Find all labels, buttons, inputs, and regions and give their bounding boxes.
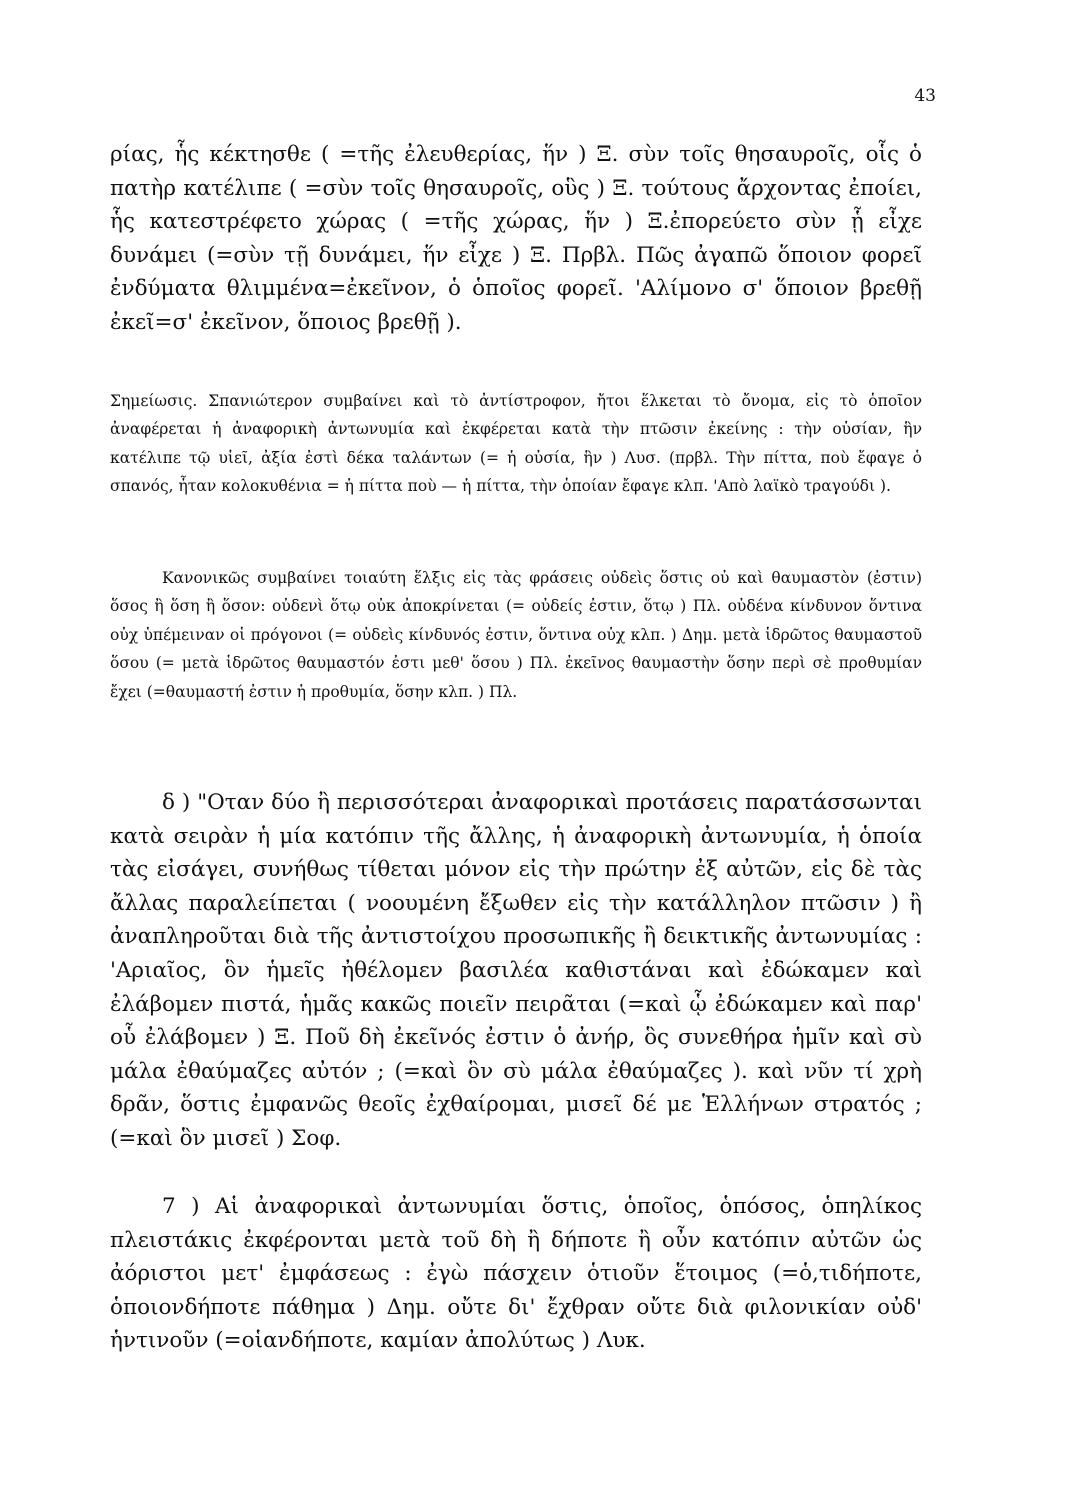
paragraph-note-inverse-attraction [110, 387, 922, 501]
paragraph-text: Κανονικῶς συμβαίνει τοιαύτη ἕλξις εἰς τὰς φράσεις οὐδεὶς ὅστις οὐ καὶ θαυμαστὸν (ἐστιν) ὅσος ἢ ὅση ἢ ὅσον: οὐδενὶ ὅτῳ οὐκ ἀποκρίνεται (= οὐδείς ἐστιν, ὅτῳ ) Πλ. οὐδένα κίνδυνον ὅντινα οὐχ ὑπέμειναν οἱ πρόγονοι (= οὐδεὶς κίνδυνός ἐστιν, ὅντινα οὐχ κλπ. ) Δημ. μετὰ ἱδρῶτος θαυμαστοῦ ὅσου (= μετὰ ἱδρῶτος θαυμαστόν ἐστι μεθ' ὅσου ) Πλ. ἐκεῖνος θαυμαστὴν ὅσην περὶ σὲ προθυμίαν ἔχει (=θαυμαστή ἐστιν ἡ προθυμία, ὅσην κλπ. ) Πλ. [110, 569, 922, 701]
paragraph-text: ρίας, ἧς κέκτησθε ( =τῆς ἐλευθερίας, ἥν ) Ξ. σὺν τοῖς θησαυροῖς, οἷς ὁ πατὴρ κατέλιπε ( =σὺν τοῖς θησαυροῖς, οὓς ) Ξ. τούτους ἄρχοντας ἐποίει, ἧς κατεστρέφετο χώρας ( =τῆς χώρας, ἥν ) Ξ.ἐπορεύετο σὺν ᾗ εἶχε δυνάμει (=σὺν τῇ δυνάμει, ἥν εἶχε ) Ξ. Πρβλ. Πῶς ἀγαπῶ ὅποιον φορεῖ ἐνδύματα θλιμμένα=ἐκεῖνον, ὁ ὁποῖος φορεῖ. 'Αλίμονο σ' ὅποιον βρεθῇ ἐκεῖ=σ' ἐκεῖνον, ὅποιος βρεθῇ ). [110, 142, 922, 335]
paragraph-text: δ ) "Οταν δύο ἢ περισσότεραι ἀναφορικαὶ προτάσεις παρατάσσωνται κατὰ σειρὰν ἡ μία κατόπιν τῆς ἄλλης, ἡ ἀναφορικὴ ἀντωνυμία, ἡ ὁποία τὰς εἰσάγει, συνήθως τίθεται μόνον εἰς τὴν πρώτην ἐξ αὐτῶν, εἰς δὲ τὰς ἄλλας παραλείπεται ( νοουμένη ἔξωθεν εἰς τὴν κατάλληλον πτῶσιν ) ἢ ἀναπληροῦται διὰ τῆς ἀντιστοίχου προσωπικῆς ἢ δεικτικῆς ἀντωνυμίας : 'Αριαῖος, ὃν ἡμεῖς ἠθέλομεν βασιλέα καθιστάναι καὶ ἐδώκαμεν καὶ ἐλάβομεν πιστά, ἡμᾶς κακῶς ποιεῖν πειρᾶται (=καὶ ᾧ ἐδώκαμεν καὶ παρ' οὗ ἐλάβομεν ) Ξ. Ποῦ δὴ ἐκεῖνός ἐστιν ὁ ἀνήρ, ὃς συνεθήρα ἡμῖν καὶ σὺ μάλα ἐθαύμαζες αὐτόν ; (=καὶ ὃν σὺ μάλα ἐθαύμαζες ). καὶ νῦν τί χρὴ δρᾶν, ὅστις ἐμφανῶς θεοῖς ἐχθαίρομαι, μισεῖ δέ με Ἑλλήνων στρατός ; (=καὶ ὃν μισεῖ ) Σοφ. [110, 790, 922, 1151]
paragraph-section-delta [110, 786, 922, 1156]
paragraph-regular-attraction [110, 564, 922, 706]
page-number: 43 [914, 86, 936, 106]
paragraph-attraction-examples [110, 138, 922, 340]
paragraph-text: 7 ) Αἱ ἀναφορικαὶ ἀντωνυμίαι ὅστις, ὁποῖος, ὁπόσος, ὁπηλίκος πλειστάκις ἐκφέρονται μετὰ τοῦ δὴ ἢ δήποτε ἢ οὖν κατόπιν αὐτῶν ὡς ἀόριστοι μετ' ἐμφάσεως : ἐγὼ πάσχειν ὁτιοῦν ἕτοιμος (=ὁ,τιδήποτε, ὁποιονδήποτε πάθημα ) Δημ. οὔτε δι' ἔχθραν οὔτε διὰ φιλονικίαν οὐδ' ἡντινοῦν (=οἱανδήποτε, καμίαν ἀπολύτως ) Λυκ. [110, 1194, 922, 1354]
paragraph-text: Σημείωσις. Σπανιώτερον συμβαίνει καὶ τὸ ἀντίστροφον, ἤτοι ἕλκεται τὸ ὄνομα, εἰς τὸ ὁποῖον ἀναφέρεται ἡ ἀναφορικὴ ἀντωνυμία καὶ ἐκφέρεται κατὰ τὴν πτῶσιν ἐκείνης : τὴν οὐσίαν, ἣν κατέλιπε τῷ υἱεῖ, ἀξία ἐστὶ δέκα ταλάντων (= ἡ οὐσία, ἣν ) Λυσ. (πρβλ. Τὴν πίττα, ποὺ ἔφαγε ὁ σπανός, ἦταν κολοκυθένια = ἡ πίττα ποὺ — ἡ πίττα, τὴν ὁποίαν ἔφαγε κλπ. 'Απὸ λαϊκὸ τραγούδι ). [110, 392, 922, 496]
paragraph-section-7 [110, 1190, 922, 1358]
